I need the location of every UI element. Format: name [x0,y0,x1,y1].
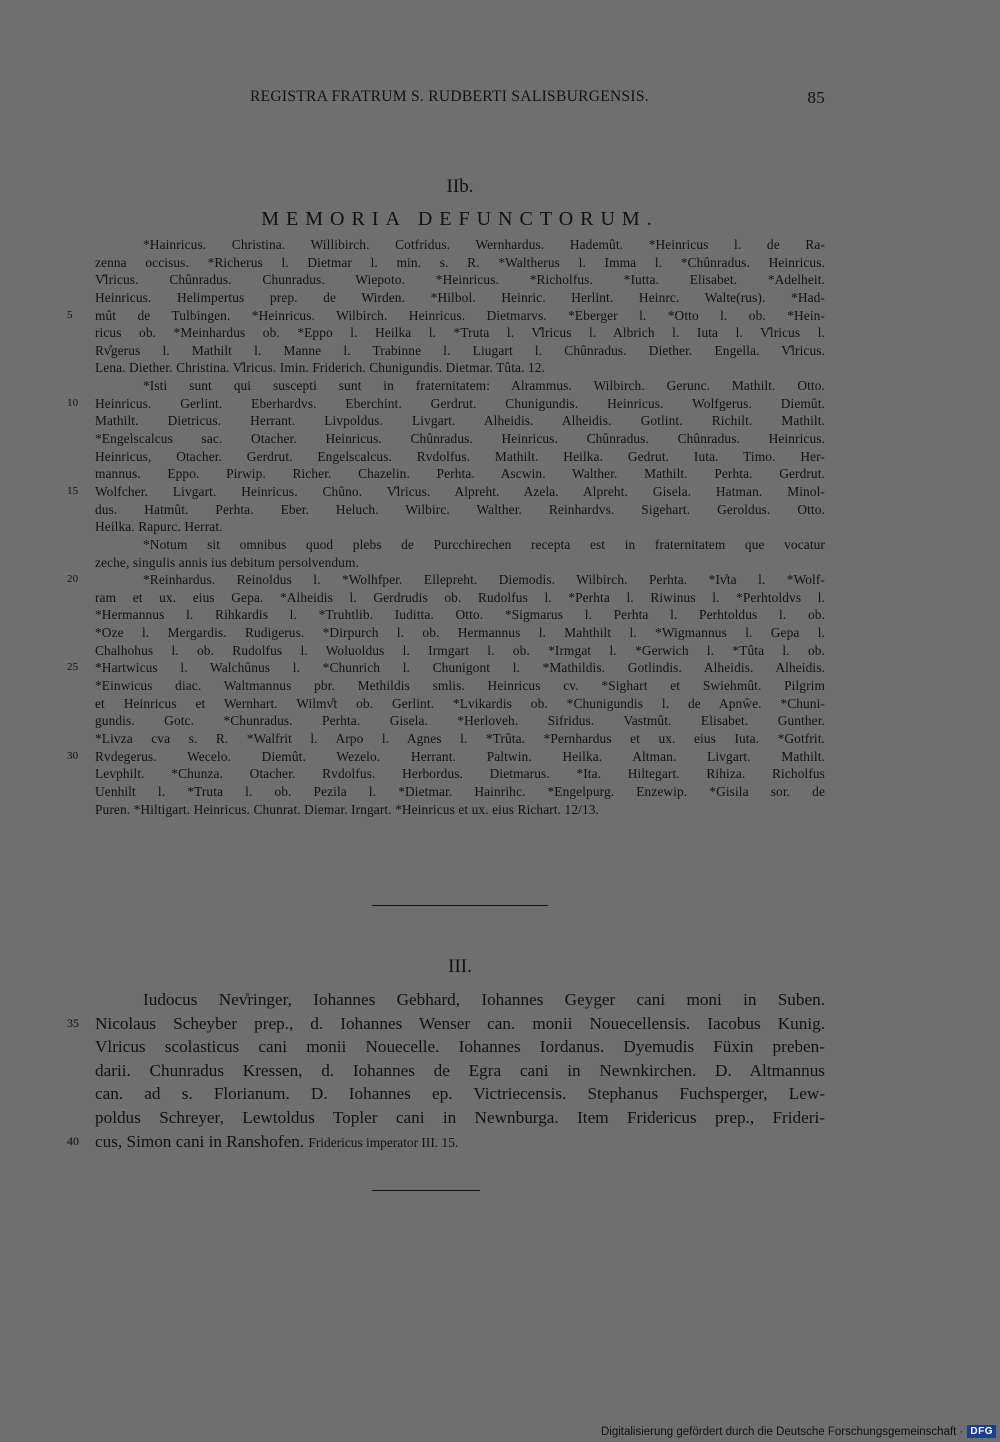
text-line [95,430,825,448]
line-text: Iudocus Nev̊ringer, Iohannes Gebhard, Iohannes Geyger cani moni in Suben. [143,990,825,1009]
text-line [67,1012,825,1036]
footer-credit [601,1425,996,1438]
line-text: Rvdegerus. Wecelo. Diemût. Wezelo. Herrant. Paltwin. Heilka. Altman. Livgart. Mathilt. [95,748,825,764]
text-line [95,730,825,748]
text-line [95,589,825,607]
header-title: REGISTRA FRATRUM S. RUDBERTI SALISBURGENSIS. [250,88,649,105]
text-line [95,606,825,624]
line-text: *Hermannus l. Rihkardis l. *Truhtlib. Iuditta. Otto. *Sigmarus l. Perhta l. Perhtoldus l. ob. [95,607,825,623]
text-line [67,483,825,501]
text-line [95,1035,825,1059]
line-number: 15 [67,484,79,497]
line-text: mût de Tulbingen. *Heinricus. Wilbirch. Heinricus. Dietmarvs. *Eberger l. *Otto l. ob. *Hein- [95,307,825,323]
text-line [95,236,825,254]
line-text: darii. Chunradus Kressen, d. Iohannes de Egra cani in Newnkirchen. D. Altmannus [95,1060,825,1080]
text-line [95,1059,825,1083]
line-number: 5 [67,308,73,321]
line-text: *Isti sunt qui suscepti sunt in fraternitatem: Alrammus. Wilbirch. Gerunc. Mathilt. Otto. [143,378,825,394]
line-text: *Notum sit omnibus quod plebs de Purcchirechen recepta est in fraternitatem que vocatur [143,536,825,552]
line-text: can. ad s. Florianum. D. Iohannes ep. Victriecensis. Stephanus Fuchsperger, Lew- [95,1084,825,1104]
line-text: Nicolaus Scheyber prep., d. Iohannes Wenser can. monii Nouecellensis. Iacobus Kunig. [95,1013,825,1033]
line-text: Chalhohus l. ob. Rudolfus l. Woluoldus l. Irmgart l. ob. *Irmgat l. *Gerwich l. *Tûta l. ob. [95,642,825,658]
line-text: Rv̊gerus l. Mathilt l. Manne l. Trabinne l. Liugart l. Chûnradus. Diether. Engella. V̊lricus. [95,342,825,358]
dfg-logo: DFG [967,1425,996,1438]
line-number: 25 [67,661,79,674]
end-divider [372,1190,480,1191]
text-line [67,395,825,413]
line-text: Vlricus scolasticus cani monii Nouecelle. Iohannes Iordanus. Dyemudis Füxin preben- [95,1037,825,1057]
section-iii-text [67,988,825,1153]
line-note: Fridericus imperator III. 15. [308,1134,459,1150]
line-text: Heinricus. Helimpertus prep. de Wirden. *Hilbol. Heinric. Herlint. Heinrc. Walte(rus). *Had- [95,289,825,305]
line-number: 40 [67,1133,79,1148]
text-line [95,642,825,660]
text-line [95,554,825,572]
line-text: poldus Schreyer, Lewtoldus Topler cani in Newnburga. Item Fridericus prep., Frideri- [95,1107,825,1127]
text-line [95,271,825,289]
line-text: *Livza cva s. R. *Walfrit l. Arpo l. Agnes l. *Trûta. *Pernhardus et ux. eius Iuta. *Gotfrit. [95,730,825,746]
text-line [67,571,825,589]
line-text: *Reinhardus. Reinoldus l. *Wolhfper. Ellepreht. Diemodis. Wilbirch. Perhta. *Iv̊ta l. *Wolf- [143,572,825,588]
text-line [95,801,825,819]
section-iib-number: IIb. [446,176,474,197]
page-number: 85 [807,88,825,107]
line-text: zeche, singulis annis ius debitum persolvendum. [95,554,359,570]
text-line [67,659,825,677]
line-text: Wolfcher. Livgart. Heinricus. Chûno. V̊lricus. Alpreht. Azela. Alpreht. Gisela. Hatman. Minol- [95,483,825,499]
line-text: ricus ob. *Meinhardus ob. *Eppo l. Heilka l. *Truta l. V̊lricus l. Albrich l. Iuta l. V̊lricus l. [95,325,825,341]
text-line [95,712,825,730]
line-text: Heinricus. Gerlint. Eberhardvs. Eberchint. Gerdrut. Chunigundis. Heinricus. Wolfgerus. Diemût. [95,395,825,411]
footer-credit-text: Digitalisierung gefördert durch die Deutsche Forschungsgemeinschaft · [600,1425,964,1438]
line-text: Mathilt. Dietricus. Herrant. Livpoldus. Livgart. Alheidis. Alheidis. Gotlint. Richilt. Mathilt. [95,413,825,429]
section-iib-text [67,236,825,818]
text-line [95,465,825,483]
section-iib-title: MEMORIA DEFUNCTORUM. [261,208,659,230]
text-line [95,377,825,395]
line-text: Heinricus, Otacher. Gerdrut. Engelscalcus. Rvdolfus. Mathilt. Heilka. Gedrut. Iuta. Timo. Her- [95,448,825,464]
line-text: Heilka. Rapurc. Herrat. [95,519,223,535]
text-line [95,254,825,272]
line-text: V̊lricus. Chûnradus. Chunradus. Wiepoto. *Heinricus. *Richolfus. *Iutta. Elisabet. *Adelheit. [95,272,825,288]
line-number: 35 [67,1015,79,1030]
text-line [95,289,825,307]
text-line [95,448,825,466]
line-text: et Heinricus et Wernhart. Wilmv̊t ob. Gerlint. *Lvikardis ob. *Chunigundis l. de Apnŵe. *Chuni- [95,695,825,711]
line-text: Uenhilt l. *Truta l. ob. Pezila l. *Dietmar. Hainrihc. *Engelpurg. Enzewip. *Gisila sor. de [95,783,825,799]
text-line [95,324,825,342]
text-line [95,501,825,519]
line-text: Lena. Diether. Christina. V̊lricus. Imin. Friderich. Chunigundis. Dietmar. Tûta. 12. [95,360,545,376]
line-text: Puren. *Hiltigart. Heinricus. Chunrat. Diemar. Irngart. *Heinricus et ux. eius Richart. 12/13. [95,801,599,817]
text-line [95,536,825,554]
text-line [67,1130,825,1154]
line-text: zenna occisus. *Richerus l. Dietmar l. min. s. R. *Waltherus l. Imma l. *Chûnradus. Heinricus. [95,254,825,270]
line-number: 20 [67,573,79,586]
text-line [67,748,825,766]
text-line [95,624,825,642]
text-line [95,518,825,536]
section-divider [372,905,548,906]
section-iii-number: III. [448,956,472,977]
line-text: ram et ux. eius Gepa. *Alheidis l. Gerdrudis ob. Rudolfus l. *Perhta l. Riwinus l. *Perhtoldvs l. [95,589,825,605]
text-line [95,988,825,1012]
text-line [95,1082,825,1106]
line-text: Levphilt. *Chunza. Otacher. Rvdolfus. Herbordus. Dietmarus. *Ita. Hiltegart. Rihiza. Richolfus [95,766,825,782]
line-number: 10 [67,396,79,409]
text-line [67,307,825,325]
text-line [95,677,825,695]
line-text: *Einwicus diac. Waltmannus pbr. Methildis smlis. Heinricus cv. *Sighart et Swiehmût. Pilgrim [95,678,825,694]
line-text: cus, Simon cani in Ranshofen. [95,1131,305,1151]
text-line [95,1106,825,1130]
text-line [95,765,825,783]
text-line [95,783,825,801]
line-text: gundis. Gotc. *Chunradus. Perhta. Gisela. *Herloveh. Sifridus. Vastmût. Elisabet. Gunther. [95,713,825,729]
line-text: *Engelscalcus sac. Otacher. Heinricus. Chûnradus. Heinricus. Chûnradus. Chûnradus. Heinricus. [95,431,825,447]
line-number: 30 [67,749,79,762]
text-line [95,342,825,360]
text-line [95,695,825,713]
text-line [95,412,825,430]
line-text: *Hainricus. Christina. Willibirch. Cotfridus. Wernhardus. Hademût. *Heinricus l. de Ra- [143,237,825,252]
line-text: *Hartwicus l. Walchûnus l. *Chunrich l. Chunigont l. *Mathildis. Gotlindis. Alheidis. Alheidis. [95,660,825,676]
text-line [95,359,825,377]
line-text: mannus. Eppo. Pirwip. Richer. Chazelin. Perhta. Ascwin. Walther. Mathilt. Perhta. Gerdrut. [95,466,825,482]
line-text: *Oze l. Mergardis. Rudigerus. *Dirpurch l. ob. Hermannus l. Mahthilt l. *Wigmannus l. Gepa l. [95,625,825,641]
line-text: dus. Hatmût. Perhta. Eber. Heluch. Wilbirc. Walther. Reinhardvs. Sigehart. Geroldus. Otto. [95,501,825,517]
